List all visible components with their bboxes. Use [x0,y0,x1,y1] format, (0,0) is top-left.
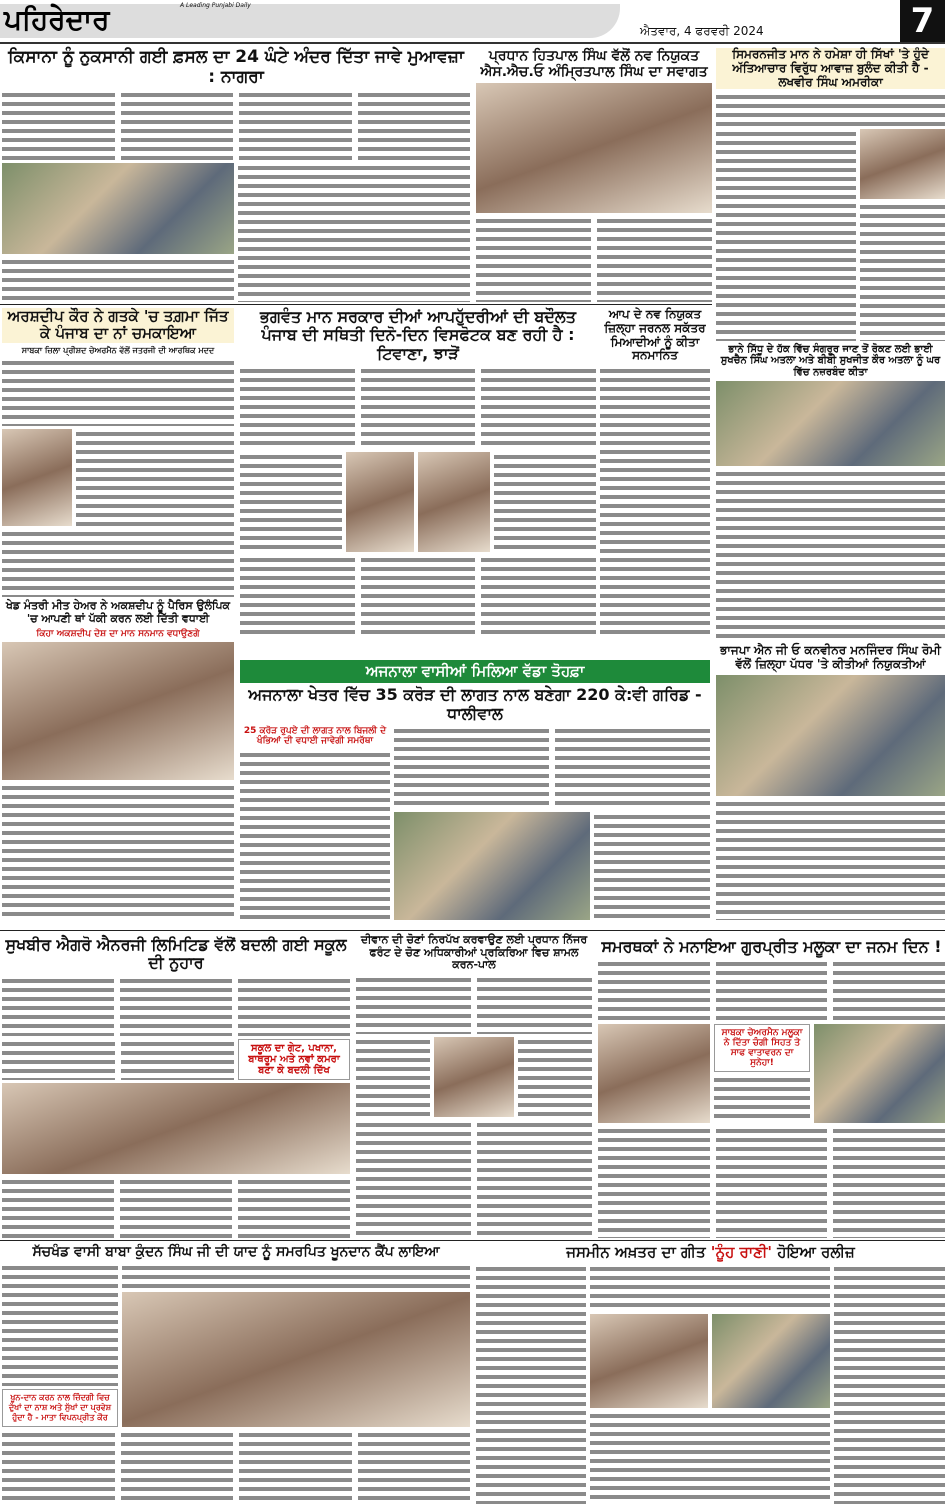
photo-jasmine-2 [712,1314,830,1408]
story-simranjit [716,48,945,638]
story-blood-camp [2,1244,470,1504]
story-diwan [356,934,592,1238]
story-ajnala [240,660,710,920]
photo-meet-hayer [2,642,234,779]
photo-atla [716,381,945,466]
headline-diwan: ਦੀਵਾਨ ਦੀ ਚੋਣਾਂ ਨਿਰਪੱਖ ਕਰਵਾਉਣ ਲਈ ਪ੍ਰਧਾਨ ਨਿੱਜਰ ਫਰੰਟ ਦੇ ਚੋਣ ਅਧਿਕਾਰੀਆਂ ਪ੍ਰਕਿਰਿਆ ਵਿਚ ਸ਼ਾਮਲ ਕਰਨ-ਪਾਲ [360,933,588,972]
box-maluka: ਸਾਬਕਾ ਚੇਅਰਮੈਨ ਮਲੂਕਾ ਨੇ ਦਿੱਤਾ ਚੰਗੀ ਸਿਹਤ ਤੇ ਸਾਫ ਵਾਤਾਵਰਨ ਦਾ ਸੁਨੇਹਾ! [714,1024,810,1072]
story-aap [600,308,710,638]
photo-school [2,1083,350,1174]
subhead-atla: ਭਾਨੇ ਸਿੱਧੂ ਦੇ ਹੱਕ ਵਿੱਚ ਸੰਗਰੂਰ ਜਾਣ ਤੋਂ ਰੋਕਣ ਲਈ ਭਾਈ ਸੁਖਚੈਨ ਸਿੰਘ ਅਤਲਾ ਅਤੇ ਬੀਬੀ ਸੁਖਜੀਤ ਕੌਰ ਅਤਲਾ ਨੂੰ ਘਰ ਵਿੱਚ ਨਜ਼ਰਬੰਦ ਕੀਤਾ [720,343,941,378]
masthead [0,0,945,44]
photo-farmers-field [2,163,234,254]
headline-farmers: ਕਿਸਾਨਾ ਨੂੰ ਨੁਕਸਾਨੀ ਗਈ ਫ਼ਸਲ ਦਾ 24 ਘੰਟੇ ਅੰਦਰ ਦਿੱਤਾ ਜਾਵੇ ਮੁਆਵਜ਼ਾ : ਨਾਗਰਾ [8,47,464,87]
story-sho [476,48,712,302]
headline-ajnala: ਅਜਨਾਲਾ ਖੇਤਰ ਵਿੱਚ 35 ਕਰੋੜ ਦੀ ਲਾਗਤ ਨਾਲ ਬਣੇਗਾ 220 ਕੇ:ਵੀ ਗਰਿਡ - ਧਾਲੀਵਾਲ [248,685,702,723]
story-arshdeep [2,308,234,920]
headline-aap: ਆਪ ਦੇ ਨਵ ਨਿਯੁਕਤ ਜ਼ਿਲ੍ਹਾ ਜਰਨਲ ਸਕੱਤਰ ਮਿਆਦੀਆਂ ਨੂੰ ਕੀਤਾ ਸਨਮਾਨਿਤ [604,307,706,363]
story-sukhbir [2,936,350,1238]
subhead-arshdeep: ਸਾਬਕਾ ਜ਼ਿਲਾ ਪ੍ਰੀਸ਼ਦ ਚੇਅਰਮੈਨ ਵੱਲੋਂ ਜਤਰਜੀ ਦੀ ਆਰਥਿਕ ਮਦਦ [21,345,215,355]
box-school-gate: ਸਕੂਲ ਦਾ ਗੇਟ, ਪਖਾਨਾ, ਬਾਥਰੂਮ ਅਤੇ ਨਵਾਂ ਕਮਰਾ ਬਣਾ ਕੇ ਬਦਲੀ ਦਿੱਖ [238,1039,350,1080]
photo-arshdeep [2,429,72,525]
box-meet-hayer-red: ਕਿਹਾ ਅਕਸ਼ਦੀਪ ਦੇਸ਼ ਦਾ ਮਾਨ ਸਨਮਾਨ ਵਧਾਉਣਗੇ [36,628,200,639]
photo-portrait-turban [860,129,945,199]
headline-sukhbir: ਸੁਖਬੀਰ ਐਗਰੋ ਐਨਰਜੀ ਲਿਮਿਟਿਡ ਵੱਲੋਂ ਬਦਲੀ ਗਈ ਸਕੂਲ ਦੀ ਨੁਹਾਰ [5,935,347,973]
photo-diwan-portrait [434,1037,514,1117]
photo-sho-welcome [476,83,712,212]
box-blood-donation: ਖੂਨ-ਦਾਨ ਕਰਨ ਨਾਲ ਜ਼ਿੰਦਗੀ ਵਿਚ ਦੁੱਖਾਂ ਦਾ ਨਾਸ਼ ਅਤੇ ਸੁੱਖਾਂ ਦਾ ਪ੍ਰਵੇਸ਼ ਹੁੰਦਾ ਹੈ - ਮਾਤਾ ਵਿਪਨਪ੍ਰੀਤ ਕੌਰ [2,1389,118,1427]
date: ਐਤਵਾਰ, 4 ਫਰਵਰੀ 2024 [640,24,764,38]
banner-ajnala: ਅਜਨਾਲਾ ਵਾਸੀਆਂ ਮਿਲਿਆ ਵੱਡਾ ਤੋਹਫ਼ਾ [240,660,710,683]
photo-jharon [418,452,490,552]
headline-tiwana: ਭਗਵੰਤ ਮਾਨ ਸਰਕਾਰ ਦੀਆਂ ਆਪਹੁੱਦਰੀਆਂ ਦੀ ਬਦੌਲਤ ਪੰਜਾਬ ਦੀ ਸਥਿਤੀ ਦਿਨੋ-ਦਿਨ ਵਿਸਫੋਟਕ ਬਣ ਰਹੀ ਹੈ : ਟਿਵਾਣਾ, ਝਾੜੋਂ [260,307,576,363]
story-maluka [598,938,945,1238]
headline-simranjit: ਸਿਮਰਨਜੀਤ ਮਾਨ ਨੇ ਹਮੇਸ਼ਾ ਹੀ ਸਿੱਖਾਂ 'ਤੇ ਹੁੰਦੇ ਅੱਤਿਆਚਾਰ ਵਿਰੁੱਧ ਆਵਾਜ਼ ਬੁਲੰਦ ਕੀਤੀ ਹੈ - ਲਖਵੀਰ ਸਿੰਘ ਅਮਰੀਕਾ [716,48,945,89]
story-jasmine [476,1244,945,1504]
photo-ajnala-meeting [394,812,590,920]
photo-maluka-2 [814,1024,945,1123]
story-tiwana [240,308,596,638]
tagline: A Leading Punjabi Daily [180,2,251,9]
newspaper-logo: ਪਹਿਰੇਦਾਰ [4,3,110,36]
page-number: 7 [900,0,945,42]
story-farmers [2,48,470,302]
photo-blood-camp [122,1292,470,1427]
story-romi [716,644,945,920]
headline-arshdeep: ਅਰਸ਼ਦੀਪ ਕੌਰ ਨੇ ਗਤਕੇ 'ਚ ਤਗ਼ਮਾ ਜਿੱਤ ਕੇ ਪੰਜਾਬ ਦਾ ਨਾਂ ਚਮਕਾਇਆ [2,308,234,343]
photo-romi [716,675,945,796]
box-meet-hayer: ਖੇਡ ਮੰਤਰੀ ਮੀਤ ਹੇਅਰ ਨੇ ਅਕਸ਼ਦੀਪ ਨੂੰ ਪੈਰਿਸ ਉਲੰਪਿਕ 'ਚ ਆਪਣੀ ਥਾਂ ਪੱਕੀ ਕਰਨ ਲਈ ਦਿੱਤੀ ਵਧਾਈ [5,599,231,626]
headline-blood-camp: ਸੱਚਖੰਡ ਵਾਸੀ ਬਾਬਾ ਕੁੰਦਨ ਸਿੰਘ ਜੀ ਦੀ ਯਾਦ ਨੂੰ ਸਮਰਪਿਤ ਖੂਨਦਾਨ ਕੈਂਪ ਲਾਇਆ [32,1244,440,1260]
subhead-ajnala: 25 ਕਰੋੜ ਰੁਪਏ ਦੀ ਲਾਗਤ ਨਾਲ ਬਿਜਲੀ ਦੇ ਖੰਭਿਆਂ ਦੀ ਵਧਾਈ ਜਾਵੇਗੀ ਸਮਰੱਥਾ [243,726,387,747]
headline-sho: ਪ੍ਰਧਾਨ ਹਿਤਪਾਲ ਸਿੰਘ ਵੱਲੋਂ ਨਵ ਨਿਯੁਕਤ ਐਸ.ਐਚ.ਓ ਅੰਮ੍ਰਿਤਪਾਲ ਸਿੰਘ ਦਾ ਸਵਾਗਤ [480,48,708,81]
photo-tiwana [346,452,414,552]
headline-romi: ਭਾਜਪਾ ਐਨ ਜੀ ਓ ਕਨਵੀਨਰ ਮਨਜਿੰਦਰ ਸਿੰਘ ਰੋਮੀ ਵੱਲੋਂ ਜ਼ਿਲ੍ਹਾ ਪੱਧਰ 'ਤੇ ਕੀਤੀਆਂ ਨਿਯੁਕਤੀਆਂ [720,643,941,671]
photo-jasmine-1 [590,1314,708,1408]
headline-maluka: ਸਮਰਥਕਾਂ ਨੇ ਮਨਾਇਆ ਗੁਰਪ੍ਰੀਤ ਮਲੂਕਾ ਦਾ ਜਨਮ ਦਿਨ ! [601,937,942,956]
photo-maluka-1 [598,1024,710,1123]
headline-jasmine: ਜਸਮੀਨ ਅਖ਼ਤਰ ਦਾ ਗੀਤ 'ਨੂੰਹ ਰਾਣੀ' ਹੋਇਆ ਰਲੀਜ਼ [566,1243,855,1261]
